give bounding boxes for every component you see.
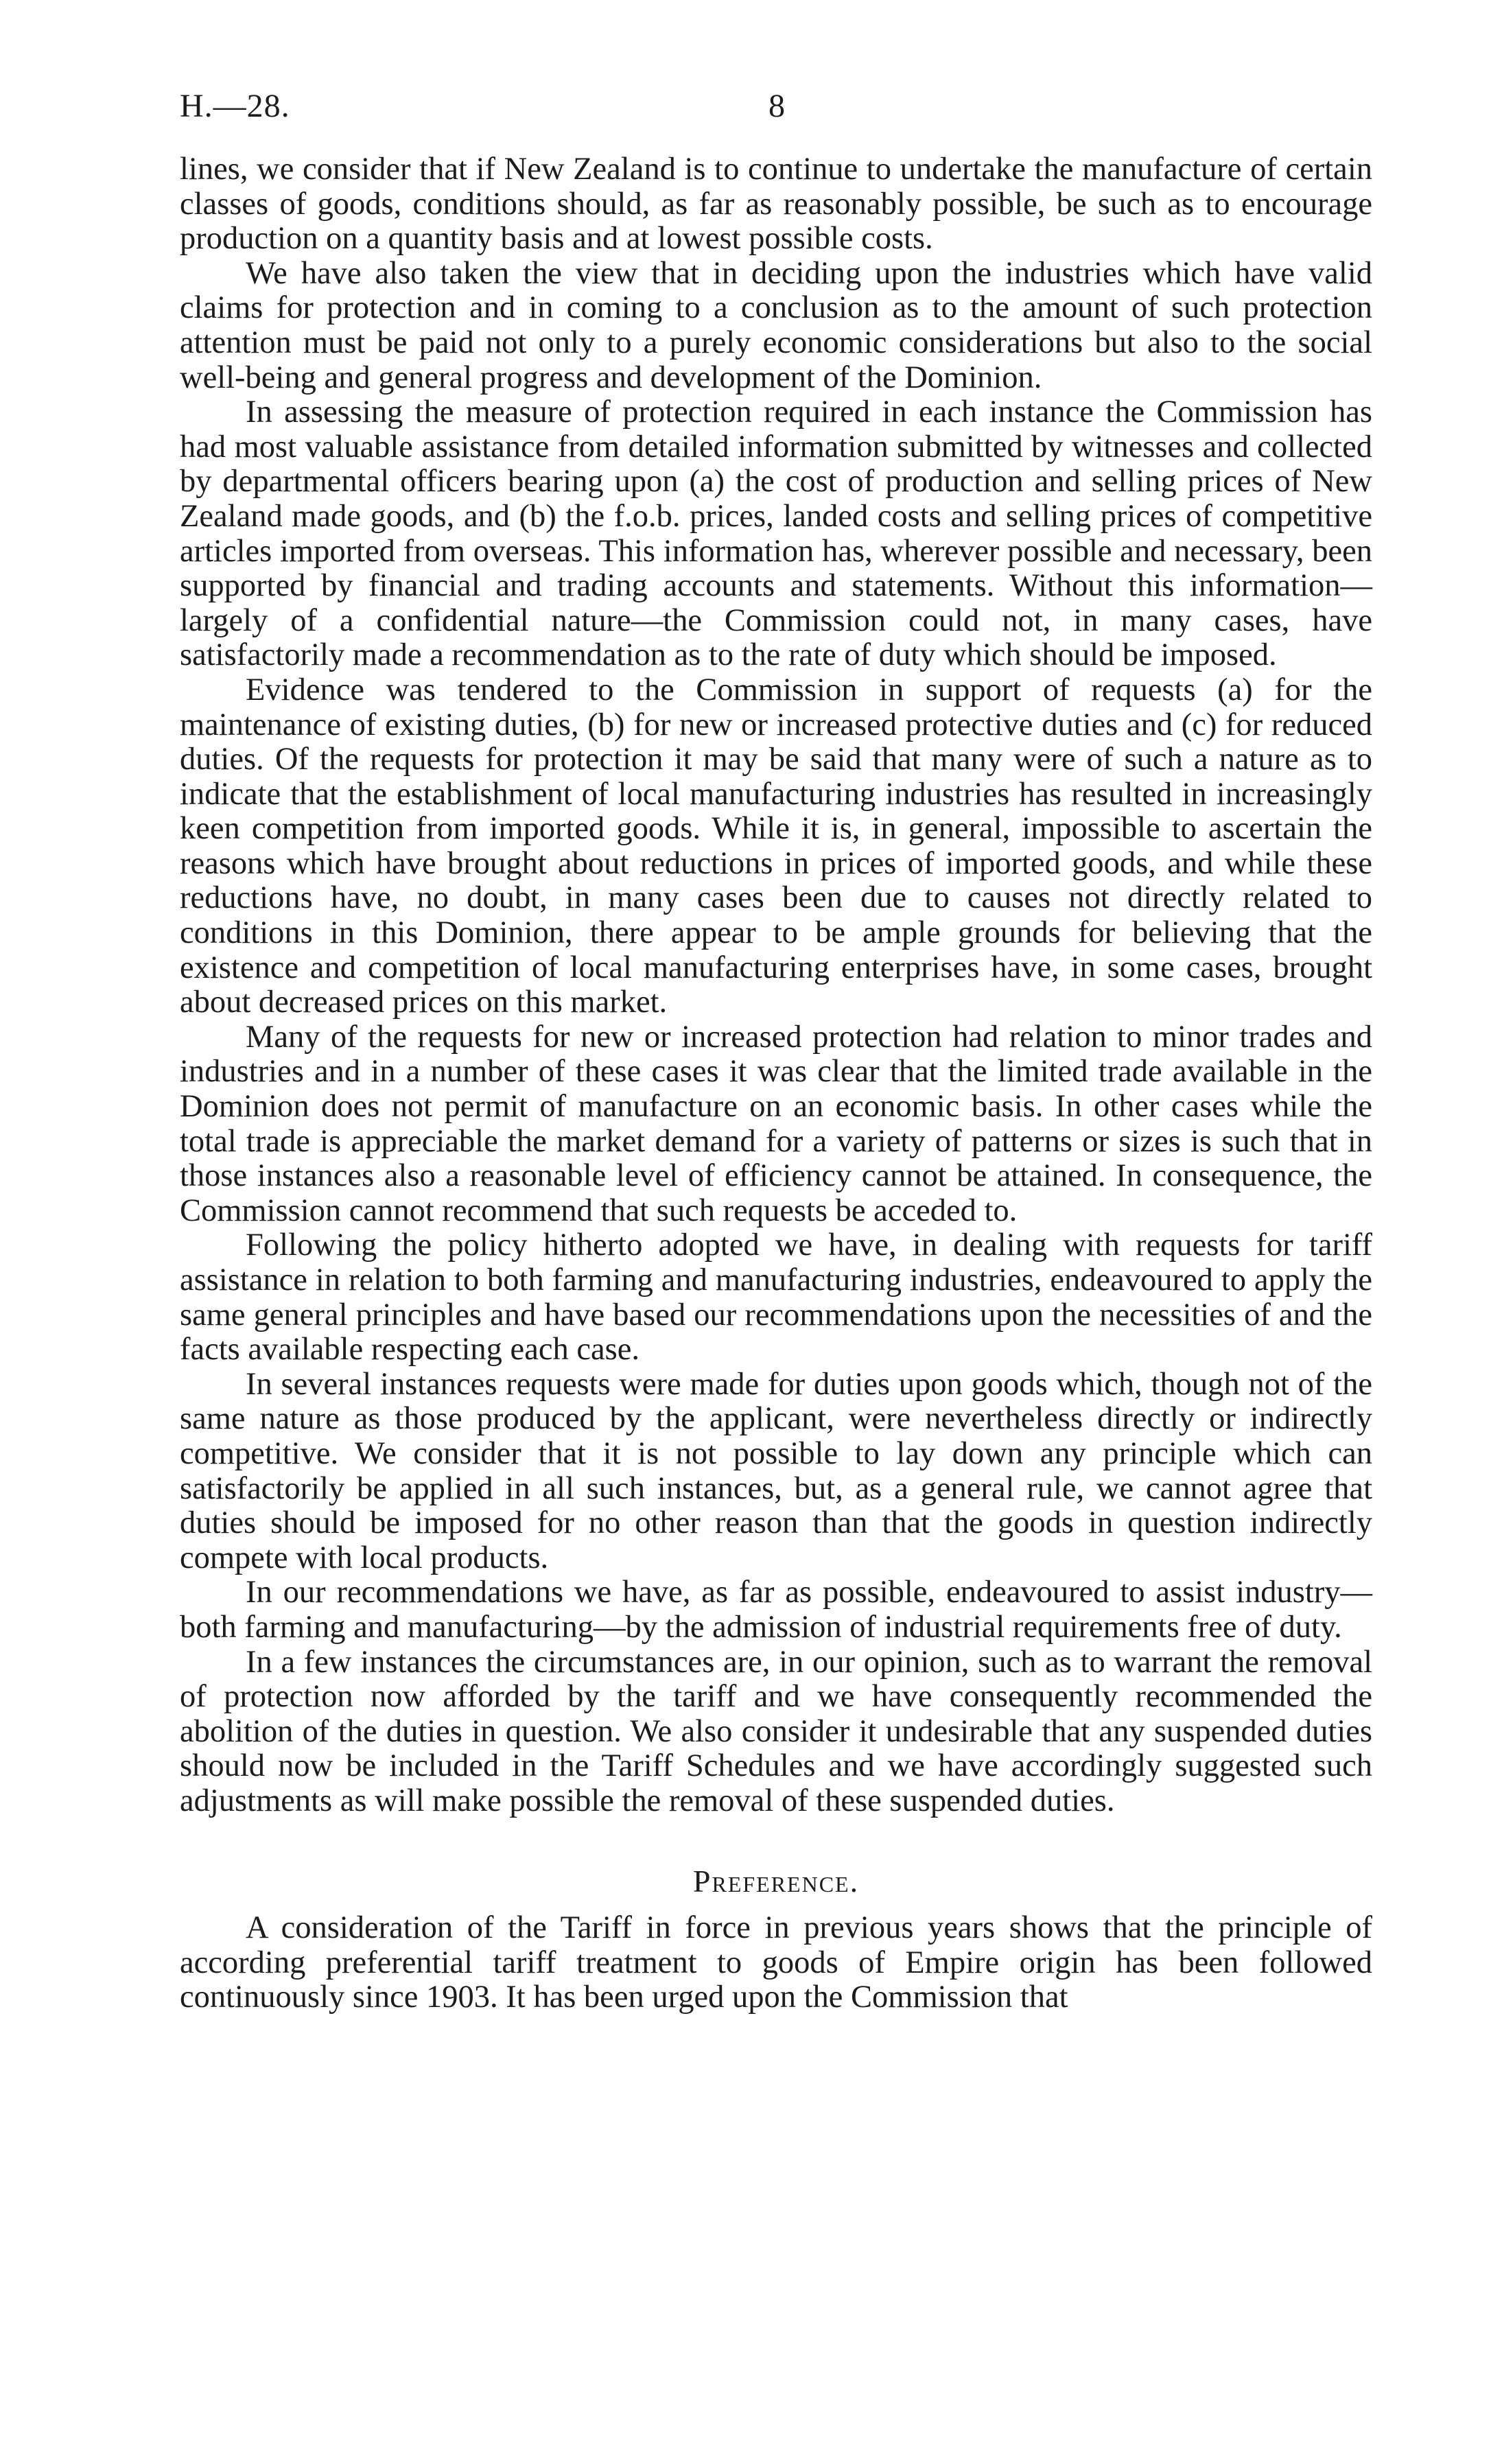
body-text bbox=[180, 152, 1372, 2015]
paragraph: Many of the requests for new or increased protection had relation to minor trades and industries and in a number of these cases it was clear that the limited trade available in the Dominion does not permit of manufacture on an economic basis. In other cases while the total trade is appreciable the market demand for a variety of patterns or sizes is such that in those instances also a reasonable level of efficiency cannot be attained. In consequence, the Commission cannot recommend that such requests be acceded to. bbox=[180, 1019, 1372, 1228]
document-reference: H.—28. bbox=[180, 88, 290, 124]
paragraph: We have also taken the view that in deciding upon the industries which have valid claims for protection and in coming to a conclusion as to the amount of such protection attention must be paid not only to a purely economic considerations but also to the social well-being and general progress and development of the Dominion. bbox=[180, 255, 1372, 395]
page-number: 8 bbox=[768, 88, 785, 124]
paragraph: Following the policy hitherto adopted we have, in dealing with requests for tariff assistance in relation to both farming and manufacturing industries, endeavoured to apply the same general principles and have based our recommendations upon the necessities of and the facts available respecting each case. bbox=[180, 1228, 1372, 1368]
paragraph: A consideration of the Tariff in force in previous years shows that the principle of according preferential tariff treatment to goods of Empire origin has been followed continuously since 1903. It has been urged upon the Commission that bbox=[180, 1910, 1372, 2015]
paragraph: In a few instances the circumstances are, in our opinion, such as to warrant the removal of protection now afforded by the tariff and we have consequently recommended the abolition of the duties in question. We also consider it undesirable that any suspended duties should now be included in the Tariff Schedules and we have accordingly suggested such adjustments as will make possible the removal of these suspended duties. bbox=[180, 1644, 1372, 1818]
paragraph: In our recommendations we have, as far as possible, endeavoured to assist industry—both farming and manufacturing—by the admission of industrial requirements free of duty. bbox=[180, 1575, 1372, 1645]
paragraph-continuation: lines, we consider that if New Zealand is to continue to undertake the manufacture of certain classes of goods, conditions should, as far as reasonably possible, be such as to encourage production on a quantity basis and at lowest possible costs. bbox=[180, 152, 1372, 257]
paragraph: In assessing the measure of protection required in each instance the Commission has had most valuable assistance from detailed information submitted by witnesses and collected by departmental officers bearing upon (a) the cost of production and selling prices of New Zealand made goods, and (b) the f.o.b. prices, landed costs and selling prices of competitive articles imported from overseas. This information has, wherever possible and necessary, been supported by financial and trading accounts and statements. Without this information—largely of a confidential nature—the Commission could not, in many cases, have satisfactorily made a recommendation as to the rate of duty which should be imposed. bbox=[180, 395, 1372, 673]
section-heading: Preference. bbox=[692, 1863, 860, 1899]
paragraph: In several instances requests were made for duties upon goods which, though not of the same nature as those produced by the applicant, were nevertheless directly or indirectly competitive. We consider that it is not possible to lay down any principle which can satisfactorily be applied in all such instances, but, as a general rule, we cannot agree that duties should be imposed for no other reason than that the goods in question indirectly compete with local products. bbox=[180, 1366, 1372, 1575]
paragraph: Evidence was tendered to the Commission in support of requests (a) for the maintenance of existing duties, (b) for new or increased protective duties and (c) for reduced duties. Of the requests for protection it may be said that many were of such a nature as to indicate that the establishment of local manufacturing industries has resulted in increasingly keen competition from imported goods. While it is, in general, impossible to ascertain the reasons which have brought about reductions in prices of imported goods, and while these reductions have, no doubt, in many cases been due to causes not directly related to conditions in this Dominion, there appear to be ample grounds for believing that the existence and competition of local manufacturing enterprises have, in some cases, brought about decreased prices on this market. bbox=[180, 672, 1372, 1020]
